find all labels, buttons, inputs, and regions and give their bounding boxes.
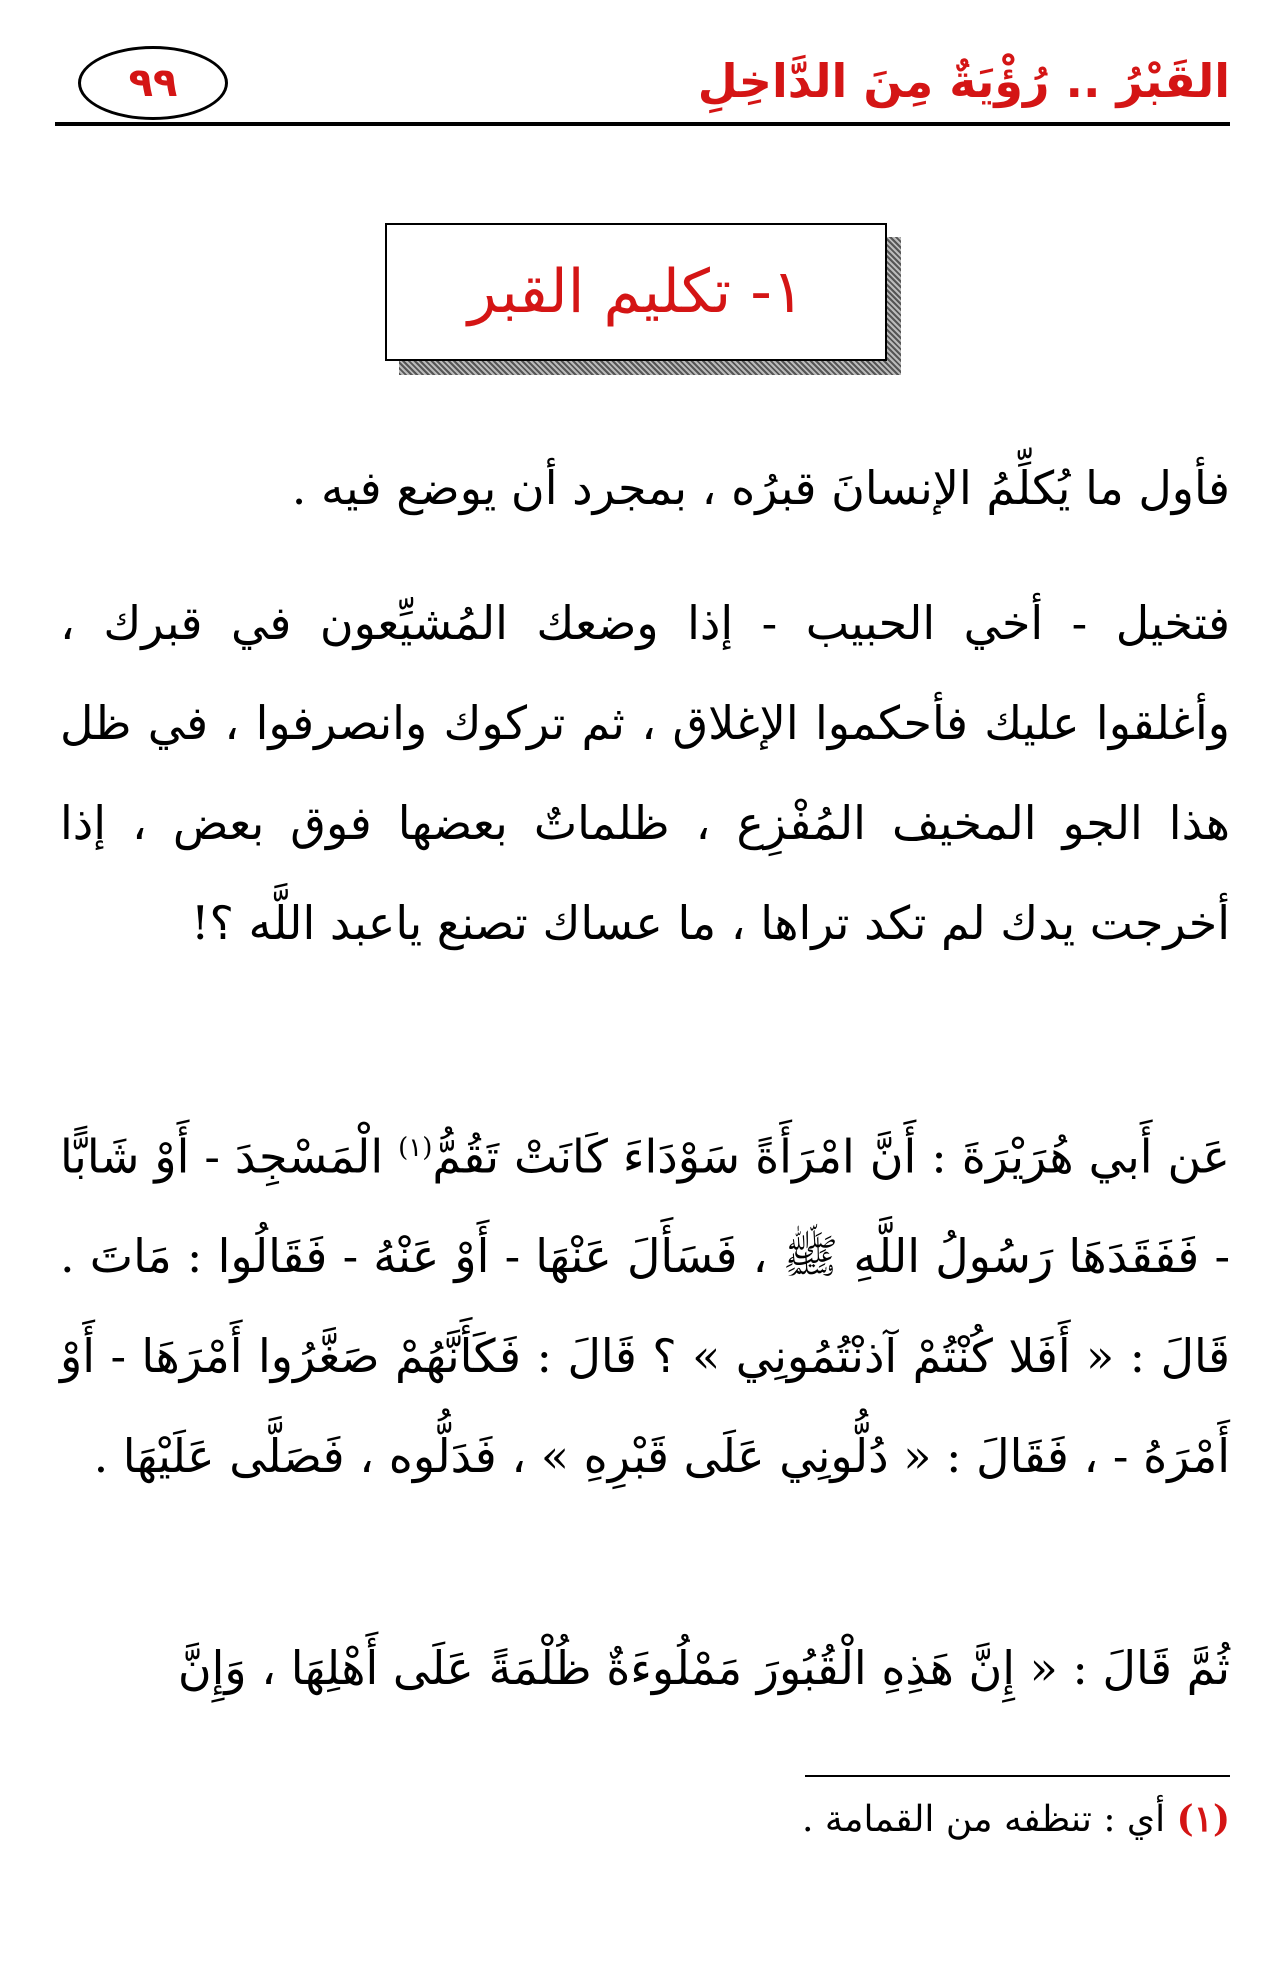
page-number-oval: [78, 46, 228, 120]
paragraph-3-start: عَن أَبي هُرَيْرَةَ : أَنَّ امْرَأَةً سَوْدَاءَ كَانَتْ تَقُمُّ: [432, 1129, 1231, 1184]
section-title: ١- تكليم القبر: [467, 257, 805, 327]
paragraph-4: ثُمَّ قَالَ : « إِنَّ هَذِهِ الْقُبُورَ مَمْلُوءَةٌ ظُلْمَةً عَلَى أَهْلِهَا ، وَإِنَّ: [177, 1641, 1230, 1695]
section-title-frame: [385, 223, 901, 375]
paragraph-2: فتخيل - أخي الحبيب - إذا وضعك المُشيِّعون في قبرك ، وأغلقوا عليك فأحكموا الإغلاق ، ثم تركوك وانصرفوا ، في ظل هذا الجو المخيف المُفْزِع ، ظلماتٌ بعضها فوق بعض ، إذا أخرجت يدك لم تكد تراها ، ما عساك تصنع ياعبد اللَّه ؟!: [60, 596, 1230, 950]
section-title-box: [385, 223, 887, 361]
paragraph-3: [60, 1098, 1284, 1506]
page-number: ٩٩: [128, 60, 178, 106]
footnote-text: أي : تنظفه من القمامة .: [801, 1799, 1177, 1840]
footnote-marker: (١): [1176, 1798, 1230, 1840]
footnote-reference: (١): [398, 1133, 433, 1163]
running-title: القَبْرُ .. رُؤْيَةٌ مِنَ الدَّاخِلِ: [697, 54, 1230, 108]
paragraph-1: فأول ما يُكلِّمُ الإنسانَ قبرُه ، بمجرد أن يوضع فيه .: [291, 461, 1230, 515]
page-header: [55, 32, 1230, 128]
footnote-rule: [805, 1775, 1230, 1777]
header-rule: [55, 122, 1230, 126]
footnote: [802, 1798, 1230, 1840]
paragraph-3-rest: الْمَسْجِدَ - أَوْ شَابًّا - فَفَقَدَهَا رَسُولُ اللَّهِ ﷺ ، فَسَأَلَ عَنْهَا - أَوْ عَنْهُ - فَقَالُوا : مَاتَ . قَالَ : « أَفَلا كُنْتُمْ آذنْتُمُونِي » ؟ قَالَ : فَكَأَنَّهُمْ صَغَّرُوا أَمْرَهَا - أَوْ أَمْرَهُ - ، فَقَالَ : « دُلُّونِي عَلَى قَبْرِهِ » ، فَدَلُّوه ، فَصَلَّى عَلَيْهَا .: [60, 1129, 1231, 1484]
